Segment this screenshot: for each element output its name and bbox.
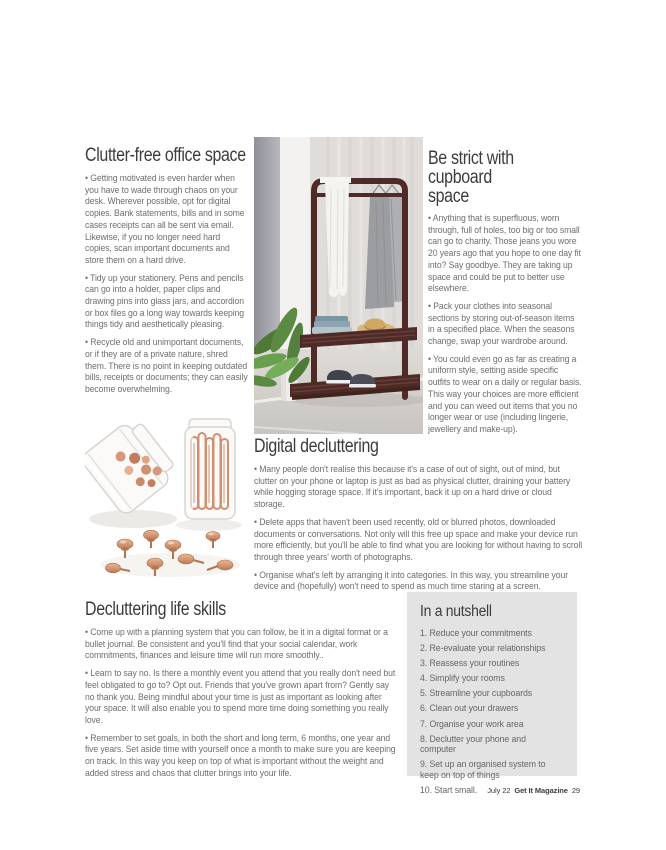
digital-paragraph: • Delete apps that haven't been used recently, old or blurred photos, downloaded documents or conversations. Not only will this free up space and make your device run more efficiently, but you'll be able to find what you are looking for without having to scroll through three years' worth of photographs. xyxy=(254,516,583,562)
clothes-rack-illustration xyxy=(254,137,423,434)
nutshell-item: 10. Start small. xyxy=(420,785,478,796)
nutshell-item: 3. Reassess your routines xyxy=(420,658,520,669)
section-office xyxy=(85,146,261,402)
digital-body xyxy=(254,464,583,593)
cupboard-body xyxy=(428,213,582,436)
digital-title: Digital decluttering xyxy=(254,436,379,457)
paperclip-jar xyxy=(185,419,235,519)
cupboard-paragraph: • Anything that is superfluous, worn through, full of holes, too big or too small can go to charity. Those jeans you wore 20 years ago that you hope to one day fit into? Say goodbye. They are taking up space and could be put to better use elsewhere. xyxy=(428,213,581,294)
section-cupboard xyxy=(428,149,594,442)
nutshell-item: 6. Clean out your drawers xyxy=(420,703,519,714)
digital-paragraph: • Organise what's left by arranging it into categories. In this way, you streamline your device and (hopefully) won't need to spend as much time staring at a screen. xyxy=(254,569,568,592)
digital-paragraph: • Many people don't realise this because it's a case of out of sight, out of mind, but clutter on your phone or laptop is just as bad as physical clutter, draining your battery while hogging storage space. If it's important, back it up on a hard drive or cloud storage. xyxy=(254,464,571,510)
nutshell-item: 1. Reduce your commitments xyxy=(420,628,532,638)
life-skills-paragraph: • Come up with a planning system that you can follow, be it in a digital format or a bullet journal. Be consistent and you'll find that your social calendar, work commitments, finances and leisure time will run more smoothly.. xyxy=(85,627,388,661)
nutshell-item: 7. Organise your work area xyxy=(420,718,524,729)
cupboard-paragraph: • Pack your clothes into seasonal sections by storing out-of-season items in a specified place. When the seasons change, swap your wardrobe around. xyxy=(428,300,575,347)
folded-clothes xyxy=(312,316,352,334)
cupboard-paragraph: • You could even go as far as creating a uniform style, setting aside specific outfits to wear on a daily or regular basis. This way your choices are more efficient and you can weed out items that you no longer wear or use (including lingerie, jewellery and make-up). xyxy=(428,353,582,434)
office-paragraph: • Recycle old and unimportant documents, or if they are of a private nature, shred them. There is no point in keeping outdated bills, receipts or documents; they can easily become overwhelming. xyxy=(85,337,248,394)
page-footer xyxy=(487,786,580,795)
footer-page-number: 29 xyxy=(571,786,580,795)
life-skills-title: Decluttering life skills xyxy=(85,599,226,620)
nutshell-item: 5. Streamline your cupboards xyxy=(420,688,533,699)
life-skills-body xyxy=(85,627,399,779)
clothes-rack-photo xyxy=(254,137,423,434)
nutshell-title: In a nutshell xyxy=(420,603,492,620)
paperclips-illustration xyxy=(85,413,250,585)
footer-date: July 22 xyxy=(487,786,511,795)
office-paragraph: • Getting motivated is even harder when you have to wade through chaos on your desk. Wherever possible, opt for digital copies. Bank statements, bills and in some cases receipts can all be sent via email. Likewise, if you no longer need hard copies, scan important documents and store them on a hard drive. xyxy=(85,173,245,265)
nutshell-item: 8. Declutter your phone and computer xyxy=(420,733,526,755)
section-digital xyxy=(254,437,608,599)
office-paragraph: • Tidy up your stationery. Pens and pencils can go into a holder, paper clips and drawing pins into glass jars, and accordion or box files go a long way towards keeping things tidy and aesthetically pleasing. xyxy=(85,272,245,330)
office-title: Clutter-free office space xyxy=(85,145,246,166)
office-body xyxy=(85,173,249,396)
cupboard-title: Be strict with cupboard space xyxy=(428,148,514,207)
nutshell-item: 4. Simplify your rooms xyxy=(420,673,505,684)
section-life-skills xyxy=(85,600,423,785)
nutshell-item: 2. Re-evaluate your relationships xyxy=(420,643,546,654)
paperclips-photo xyxy=(85,413,250,585)
tipped-pin-jar xyxy=(85,415,181,517)
life-skills-paragraph: • Learn to say no. Is there a monthly event you attend that you really don't need but feel obligated to go to? Opt out. Friends that you've grown apart from? Gently say no thank you. Being mindful about your time is just as important as looking after your space. It will also enable you to spend more time doing something you really love. xyxy=(85,668,396,725)
nutshell-item: 9. Set up an organised system to keep on top of things xyxy=(420,759,546,780)
hanger-garments xyxy=(365,185,408,309)
footer-magazine-name: Get It Magazine xyxy=(514,786,568,795)
life-skills-paragraph: • Remember to set goals, in both the short and long term, 6 months, one year and five years. Set aside time with yourself once a month to make sure you are keeping on track. In this way you keep on top of what is important without the weight and added stress and chaos that clutter brings into your life. xyxy=(85,732,396,778)
